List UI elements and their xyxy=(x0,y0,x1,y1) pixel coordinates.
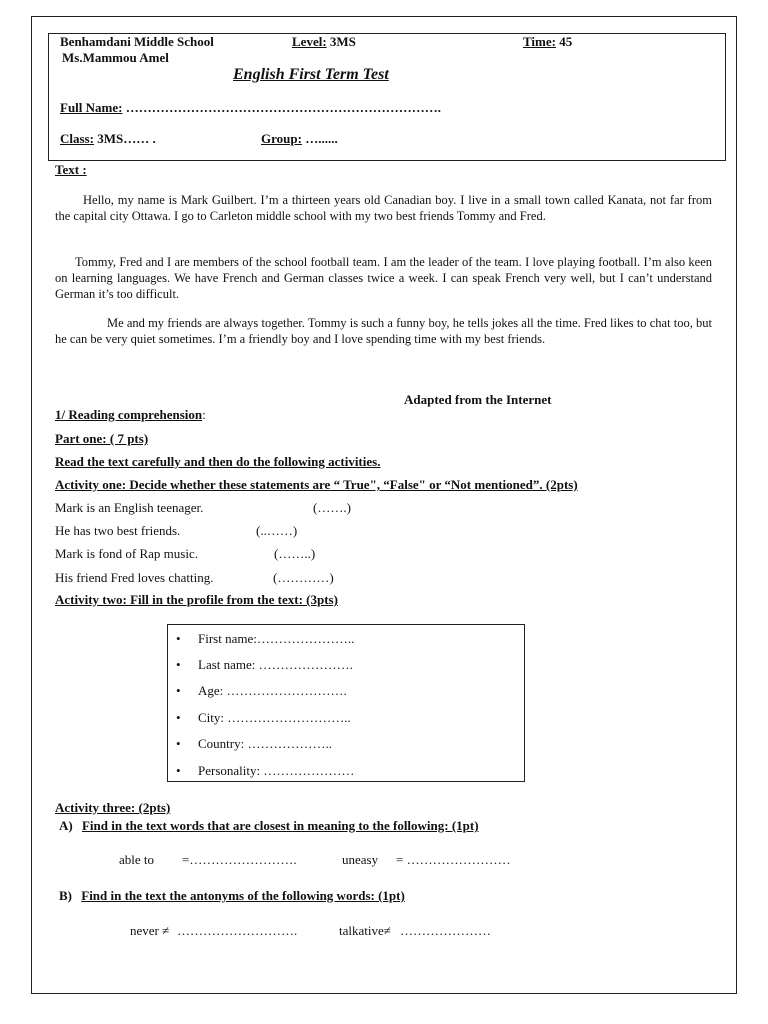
synonym-blank-2[interactable]: = …………………… xyxy=(396,852,511,867)
group-label: Group: xyxy=(261,131,302,146)
profile-city[interactable] xyxy=(176,710,351,726)
activity-three-a-label: A) xyxy=(59,818,73,833)
profile-country[interactable] xyxy=(176,736,332,752)
school-name: Benhamdani Middle School xyxy=(60,34,214,49)
antonym-word-2: talkative≠ xyxy=(339,923,391,938)
statement-1-blank[interactable]: (…….) xyxy=(313,500,351,515)
reading-heading-colon: : xyxy=(202,407,206,422)
group-field xyxy=(261,131,338,147)
profile-city-text: City: ……………………….. xyxy=(198,710,351,725)
statement-3-blank[interactable]: (……..) xyxy=(274,546,316,561)
text-heading: Text : xyxy=(55,162,87,177)
statement-3: Mark is fond of Rap music. xyxy=(55,546,198,561)
fullname-dots: ………………………………………………………………. xyxy=(125,100,441,115)
activity-one-heading: Activity one: Decide whether these statements are “ True", “False" or “Not mentioned”. (2pts) xyxy=(55,477,578,492)
level-field xyxy=(292,34,356,50)
class-label: Class: xyxy=(60,131,94,146)
part-one-heading: Part one: ( 7 pts) xyxy=(55,431,149,446)
instruction: Read the text carefully and then do the following activities. xyxy=(55,454,381,469)
antonym-blank-1[interactable]: ………………………. xyxy=(177,923,298,938)
synonym-blank-1[interactable]: =……………………. xyxy=(182,852,297,867)
statement-2: He has two best friends. xyxy=(55,523,181,538)
group-value: …...... xyxy=(305,131,338,146)
time-field xyxy=(523,34,572,50)
text-source: Adapted from the Internet xyxy=(404,392,552,407)
fullname-label: Full Name: xyxy=(60,100,123,115)
class-value: 3MS…… . xyxy=(97,131,156,146)
reading-heading xyxy=(55,407,206,423)
activity-three-b-label: B) xyxy=(59,888,72,903)
class-field xyxy=(60,131,156,147)
activity-three-b xyxy=(59,888,405,904)
activity-three-a xyxy=(59,818,479,834)
bullet-icon: • xyxy=(176,763,181,778)
level-label: Level: xyxy=(292,34,327,49)
synonym-word-2: uneasy xyxy=(342,852,379,867)
bullet-icon: • xyxy=(176,631,181,646)
statement-4: His friend Fred loves chatting. xyxy=(55,570,214,585)
antonym-blank-2[interactable]: ………………… xyxy=(400,923,491,938)
profile-last-name[interactable] xyxy=(176,657,353,673)
test-title: English First Term Test xyxy=(233,66,389,83)
profile-last-name-text: Last name: …………………. xyxy=(198,657,353,672)
bullet-icon: • xyxy=(176,736,181,751)
bullet-icon: • xyxy=(176,683,181,698)
antonym-word-1: never ≠ xyxy=(130,923,170,938)
profile-age-text: Age: ………………………. xyxy=(198,683,347,698)
activity-two-heading: Activity two: Fill in the profile from the text: (3pts) xyxy=(55,592,338,607)
profile-first-name-text: First name:………………….. xyxy=(198,631,355,646)
synonym-word-1: able to xyxy=(119,852,155,867)
bullet-icon: • xyxy=(176,657,181,672)
paragraph-1: Hello, my name is Mark Guilbert. I’m a thirteen years old Canadian boy. I live in a small town called Kanata, not far from the capital city Ottawa. I go to Carleton middle school with my two best friends Tommy and Fred. xyxy=(55,193,712,223)
paragraph-2: Tommy, Fred and I are members of the school football team. I am the leader of the team. I love playing football. I’m also keen on learning languages. We have French and German classes twice a week. I can speak French very well, but I can’t understand German it’s too difficult. xyxy=(55,255,712,301)
bullet-icon: • xyxy=(176,710,181,725)
paragraph-3: Me and my friends are always together. Tommy is such a funny boy, he tells jokes all the time. Fred likes to chat too, but he can be very quiet sometimes. I’m a friendly boy and I love spending time with my best friends. xyxy=(55,316,712,346)
activity-three-heading: Activity three: (2pts) xyxy=(55,800,171,815)
statement-1: Mark is an English teenager. xyxy=(55,500,204,515)
fullname-field xyxy=(60,100,441,116)
reading-heading-text: 1/ Reading comprehension xyxy=(55,407,203,422)
profile-age[interactable] xyxy=(176,683,347,699)
time-label: Time: xyxy=(523,34,556,49)
profile-country-text: Country: ……………….. xyxy=(198,736,332,751)
statement-2-blank[interactable]: (..……) xyxy=(256,523,298,538)
profile-personality[interactable] xyxy=(176,763,355,779)
profile-box xyxy=(167,624,525,782)
level-value: 3MS xyxy=(329,34,356,49)
statement-4-blank[interactable]: (…………) xyxy=(273,570,334,585)
profile-first-name[interactable] xyxy=(176,631,355,647)
profile-personality-text: Personality: ………………… xyxy=(198,763,355,778)
teacher-name: Ms.Mammou Amel xyxy=(62,50,169,65)
time-value: 45 xyxy=(559,34,573,49)
activity-three-b-text: Find in the text the antonyms of the following words: (1pt) xyxy=(81,888,405,903)
activity-three-a-text: Find in the text words that are closest in meaning to the following: (1pt) xyxy=(81,818,479,833)
